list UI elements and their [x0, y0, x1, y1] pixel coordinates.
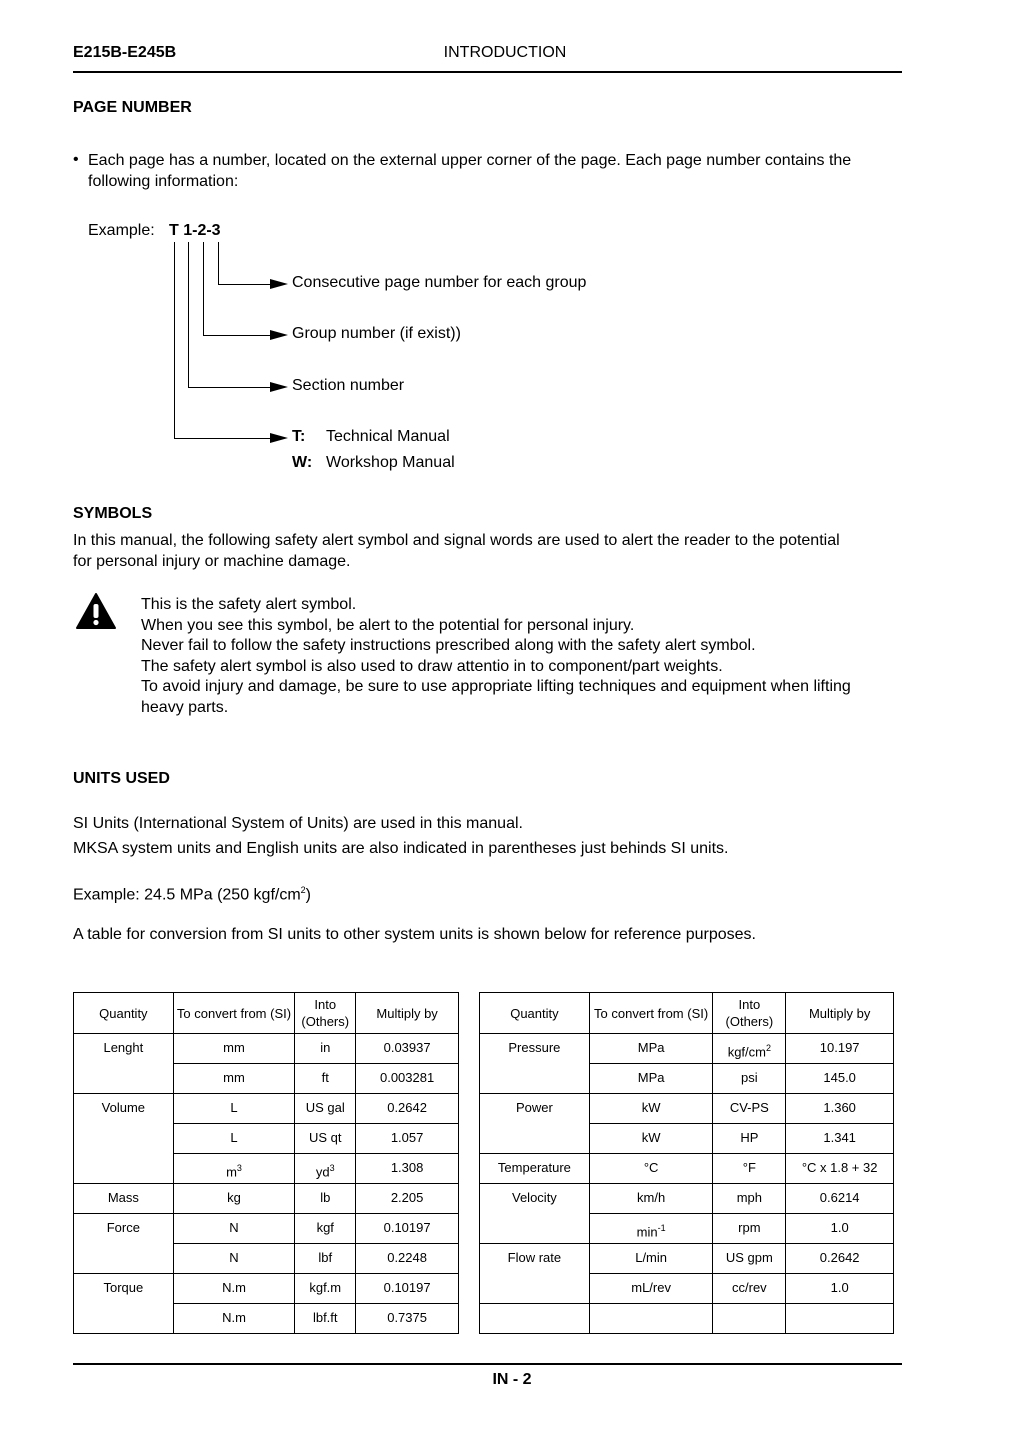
- diagram-line-t-h: [174, 438, 272, 439]
- cell-multiply: 0.2642: [356, 1094, 459, 1124]
- cell-from-sup: -1: [657, 1223, 666, 1233]
- cell-into: lbf: [295, 1244, 356, 1274]
- label-section: Section number: [292, 377, 405, 394]
- header-model: E215B-E245B: [73, 44, 177, 61]
- cell-multiply: 0.03937: [356, 1034, 459, 1064]
- units-example-close: ): [305, 886, 311, 904]
- cell-quantity: [74, 1064, 174, 1094]
- cell-into: psi: [713, 1064, 786, 1094]
- table-row: [74, 1064, 459, 1094]
- units-line1: SI Units (International System of Units) are used in this manual.: [73, 815, 523, 832]
- diagram-line-consecutive-h: [218, 284, 272, 285]
- cell-multiply: 1.308: [356, 1154, 459, 1184]
- alert-line-2: When you see this symbol, be alert to the potential for personal injury.: [141, 617, 635, 634]
- safety-alert-icon: [75, 592, 117, 630]
- cell-quantity: [74, 1154, 174, 1184]
- table-row: [480, 1094, 894, 1124]
- table-row: [480, 1124, 894, 1154]
- header-rule: [73, 71, 902, 73]
- cell-into: kgf: [295, 1214, 356, 1244]
- units-table-intro: A table for conversion from SI units to other system units is shown below for reference purposes.: [73, 926, 756, 943]
- example-code: T 1-2-3: [169, 222, 221, 239]
- cell-quantity: Power: [480, 1094, 590, 1124]
- table-header-row: [74, 993, 459, 1034]
- label-group: Group number (if exist)): [292, 325, 461, 342]
- header-quantity: Quantity: [480, 993, 590, 1034]
- cell-from: [589, 1304, 713, 1334]
- alert-line-1: This is the safety alert symbol.: [141, 596, 357, 613]
- cell-into: [713, 1034, 786, 1064]
- cell-quantity: [480, 1274, 590, 1304]
- cell-quantity: Flow rate: [480, 1244, 590, 1274]
- footer-page-number: IN - 2: [492, 1371, 532, 1388]
- table-row: [74, 1214, 459, 1244]
- header-multiply: Multiply by: [786, 993, 894, 1034]
- diagram-line-section: [188, 242, 189, 388]
- cell-multiply: 0.2642: [786, 1244, 894, 1274]
- table-row: [480, 1274, 894, 1304]
- cell-into-base: yd: [315, 1164, 330, 1180]
- cell-multiply: 0.6214: [786, 1184, 894, 1214]
- cell-from: kg: [173, 1184, 295, 1214]
- cell-quantity: Lenght: [74, 1034, 174, 1064]
- page-number-bullet-line2: following information:: [88, 173, 239, 190]
- table-row: [480, 1154, 894, 1184]
- cell-into-sup: 2: [765, 1043, 771, 1053]
- cell-into: in: [295, 1034, 356, 1064]
- header-into: Into (Others): [713, 993, 786, 1034]
- cell-from: kW: [589, 1124, 713, 1154]
- table-row: [480, 1034, 894, 1064]
- symbols-intro-line2: for personal injury or machine damage.: [73, 553, 351, 570]
- table-row: [74, 1304, 459, 1334]
- cell-from: mL/rev: [589, 1274, 713, 1304]
- cell-quantity: Volume: [74, 1094, 174, 1124]
- units-heading: UNITS USED: [73, 770, 170, 787]
- cell-from-sup: 3: [236, 1163, 242, 1173]
- header-into: Into (Others): [295, 993, 356, 1034]
- cell-from: [173, 1154, 295, 1184]
- cell-into: mph: [713, 1184, 786, 1214]
- cell-into: °F: [713, 1154, 786, 1184]
- alert-line-6: heavy parts.: [141, 699, 229, 716]
- units-example-text: Example: 24.5 MPa (250 kgf/cm: [73, 886, 301, 904]
- arrow-t: [270, 433, 288, 443]
- units-example-sup: 2: [300, 885, 306, 895]
- cell-into: lb: [295, 1184, 356, 1214]
- cell-quantity: Pressure: [480, 1034, 590, 1064]
- w-key: W:: [292, 454, 313, 471]
- cell-from: °C: [589, 1154, 713, 1184]
- table-row: [74, 1274, 459, 1304]
- label-consecutive: Consecutive page number for each group: [292, 274, 587, 291]
- header-convert-from: To convert from (SI): [589, 993, 713, 1034]
- table-row: [74, 1244, 459, 1274]
- cell-multiply: [786, 1304, 894, 1334]
- arrow-group: [270, 330, 288, 340]
- cell-into: [295, 1154, 356, 1184]
- page-number-bullet-line1: Each page has a number, located on the external upper corner of the page. Each page number contains the: [88, 152, 852, 169]
- table-header-row: [480, 993, 894, 1034]
- cell-into: ft: [295, 1064, 356, 1094]
- diagram-line-group-h: [203, 335, 272, 336]
- cell-from: MPa: [589, 1034, 713, 1064]
- cell-from: kW: [589, 1094, 713, 1124]
- cell-quantity: [480, 1304, 590, 1334]
- w-value: Workshop Manual: [326, 454, 455, 471]
- cell-quantity: [480, 1214, 590, 1244]
- cell-into-base: kgf/cm: [727, 1044, 766, 1060]
- cell-multiply: 1.341: [786, 1124, 894, 1154]
- header-quantity: Quantity: [74, 993, 174, 1034]
- cell-multiply: 1.0: [786, 1214, 894, 1244]
- cell-from: mm: [173, 1064, 295, 1094]
- table-row: [480, 1304, 894, 1334]
- table-row: [74, 1184, 459, 1214]
- cell-multiply: 145.0: [786, 1064, 894, 1094]
- diagram-line-consecutive: [218, 242, 219, 285]
- table-row: [480, 1214, 894, 1244]
- conversion-table-left: [73, 992, 459, 1334]
- arrow-section: [270, 382, 288, 392]
- table-row: [74, 1034, 459, 1064]
- cell-multiply: 0.7375: [356, 1304, 459, 1334]
- alert-line-5: To avoid injury and damage, be sure to use appropriate lifting techniques and equipment when lifting: [141, 678, 851, 695]
- diagram-line-section-h: [188, 387, 272, 388]
- footer-rule: [73, 1363, 902, 1365]
- cell-from: N.m: [173, 1274, 295, 1304]
- cell-multiply: 1.360: [786, 1094, 894, 1124]
- cell-from: N.m: [173, 1304, 295, 1334]
- cell-from: [589, 1214, 713, 1244]
- cell-quantity: [74, 1244, 174, 1274]
- units-example: [73, 880, 311, 905]
- cell-into: rpm: [713, 1214, 786, 1244]
- cell-into-sup: 3: [329, 1163, 335, 1173]
- cell-multiply: 1.057: [356, 1124, 459, 1154]
- cell-from: mm: [173, 1034, 295, 1064]
- table-row: [480, 1064, 894, 1094]
- cell-multiply: °C x 1.8 + 32: [786, 1154, 894, 1184]
- arrow-consecutive: [270, 279, 288, 289]
- cell-into: [713, 1304, 786, 1334]
- units-line2: MKSA system units and English units are also indicated in parentheses just behinds SI units.: [73, 840, 729, 857]
- cell-into: HP: [713, 1124, 786, 1154]
- cell-into: lbf.ft: [295, 1304, 356, 1334]
- cell-from: N: [173, 1214, 295, 1244]
- cell-into: cc/rev: [713, 1274, 786, 1304]
- cell-quantity: Velocity: [480, 1184, 590, 1214]
- cell-into: kgf.m: [295, 1274, 356, 1304]
- t-key: T:: [292, 428, 306, 445]
- header-convert-from: To convert from (SI): [173, 993, 295, 1034]
- cell-from: MPa: [589, 1064, 713, 1094]
- symbols-heading: SYMBOLS: [73, 505, 153, 522]
- table-row: [74, 1154, 459, 1184]
- cell-quantity: Mass: [74, 1184, 174, 1214]
- table-row: [480, 1184, 894, 1214]
- cell-into: US qt: [295, 1124, 356, 1154]
- cell-from: km/h: [589, 1184, 713, 1214]
- bullet-dot: •: [73, 151, 79, 168]
- alert-line-4: The safety alert symbol is also used to draw attentio in to component/part weights.: [141, 658, 723, 675]
- cell-from: L: [173, 1124, 295, 1154]
- t-value: Technical Manual: [326, 428, 450, 445]
- table-row: [74, 1124, 459, 1154]
- cell-multiply: 10.197: [786, 1034, 894, 1064]
- cell-multiply: 0.10197: [356, 1214, 459, 1244]
- cell-quantity: [480, 1064, 590, 1094]
- cell-into: CV-PS: [713, 1094, 786, 1124]
- cell-multiply: 0.2248: [356, 1244, 459, 1274]
- cell-quantity: Force: [74, 1214, 174, 1244]
- example-label: Example:: [88, 222, 155, 239]
- cell-from-base: min: [636, 1224, 658, 1240]
- cell-quantity: [74, 1304, 174, 1334]
- cell-multiply: 0.003281: [356, 1064, 459, 1094]
- header-multiply: Multiply by: [356, 993, 459, 1034]
- cell-quantity: [480, 1124, 590, 1154]
- cell-from: N: [173, 1244, 295, 1274]
- cell-multiply: 2.205: [356, 1184, 459, 1214]
- cell-from-base: m: [226, 1164, 237, 1180]
- cell-into: US gpm: [713, 1244, 786, 1274]
- cell-multiply: 1.0: [786, 1274, 894, 1304]
- conversion-table-right: [479, 992, 894, 1334]
- symbols-intro-line1: In this manual, the following safety alert symbol and signal words are used to alert the reader to the potential: [73, 532, 840, 549]
- cell-from: L: [173, 1094, 295, 1124]
- diagram-line-t: [174, 242, 175, 439]
- table-row: [480, 1244, 894, 1274]
- cell-into: US gal: [295, 1094, 356, 1124]
- cell-from: L/min: [589, 1244, 713, 1274]
- page-number-heading: PAGE NUMBER: [73, 99, 192, 116]
- cell-quantity: Temperature: [480, 1154, 590, 1184]
- cell-quantity: Torque: [74, 1274, 174, 1304]
- diagram-line-group: [203, 242, 204, 336]
- header-section: INTRODUCTION: [443, 44, 567, 61]
- cell-multiply: 0.10197: [356, 1274, 459, 1304]
- table-row: [74, 1094, 459, 1124]
- cell-quantity: [74, 1124, 174, 1154]
- alert-line-3: Never fail to follow the safety instructions prescribed along with the safety alert symbol.: [141, 637, 756, 654]
